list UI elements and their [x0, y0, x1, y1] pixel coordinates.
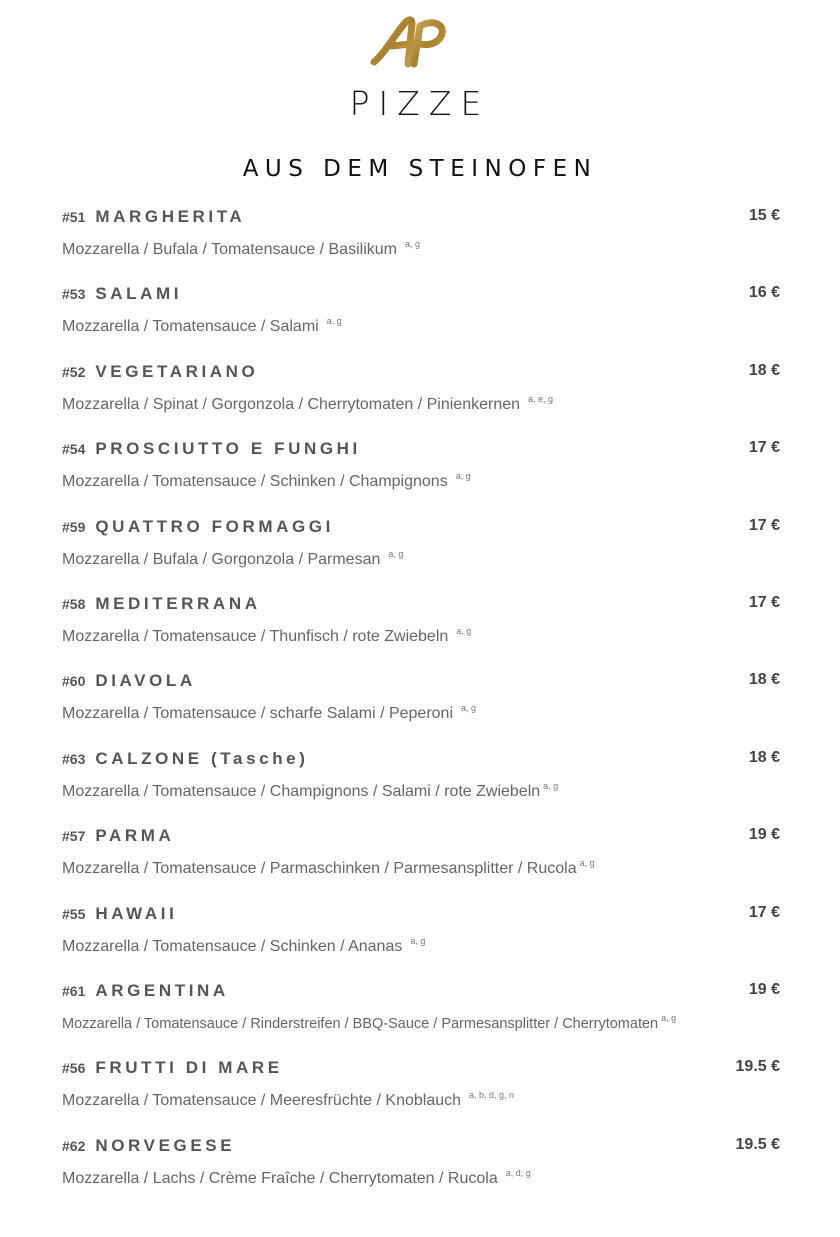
item-name: PROSCIUTTO E FUNGHI: [95, 439, 361, 459]
item-name: PARMA: [95, 826, 175, 846]
item-description: Mozzarella / Tomatensauce / Champignons / Salami / rote Zwiebeln: [62, 782, 541, 800]
item-price: 19 €: [748, 826, 780, 844]
item-allergens: a, g: [461, 703, 477, 714]
item-allergens: a, g: [410, 935, 426, 946]
item-number: #60: [62, 673, 86, 690]
item-allergens: a, g: [326, 316, 342, 327]
item-name: NORVEGESE: [95, 1135, 236, 1155]
item-allergens: a, g: [455, 471, 471, 482]
item-price: 18 €: [748, 671, 780, 689]
item-description: Mozzarella / Tomatensauce / scharfe Salami / Peperoni: [62, 705, 454, 723]
item-number: #57: [62, 828, 86, 845]
item-price: 19.5 €: [735, 1135, 780, 1153]
item-number: #54: [62, 441, 86, 458]
item-description: Mozzarella / Tomatensauce / Thunfisch / rote Zwiebeln: [62, 627, 449, 645]
section-subtitle: AUS DEM STEINOFEN: [242, 156, 598, 182]
item-price: 19.5 €: [735, 1058, 780, 1076]
menu-item: [0, 284, 840, 361]
item-number: #63: [62, 750, 86, 767]
item-price: 19 €: [748, 980, 780, 998]
item-allergens: a, g: [456, 625, 472, 636]
item-allergens: a, g: [388, 548, 404, 559]
menu-item: [0, 594, 840, 671]
menu-item: [0, 517, 840, 594]
item-description: Mozzarella / Lachs / Crème Fraîche / Cherrytomaten / Rucola: [62, 1169, 498, 1187]
item-allergens: a, g: [579, 858, 595, 869]
item-name: MEDITERRANA: [95, 593, 261, 613]
item-price: 17 €: [748, 516, 780, 534]
menu-item: [0, 904, 840, 981]
item-price: 16 €: [748, 284, 780, 302]
item-price: 17 €: [748, 903, 780, 921]
item-name: VEGETARIANO: [95, 361, 259, 381]
item-description: Mozzarella / Bufala / Gorgonzola / Parmesan: [62, 550, 381, 568]
item-allergens: a, b, d, g, n: [469, 1090, 515, 1101]
item-name: ARGENTINA: [95, 980, 229, 1000]
item-description: Mozzarella / Tomatensauce / Salami: [62, 318, 319, 336]
item-price: 17 €: [748, 593, 780, 611]
item-number: #53: [62, 286, 86, 303]
item-name: CALZONE (Tasche): [95, 748, 309, 768]
menu-item: [0, 362, 840, 439]
item-description: Mozzarella / Tomatensauce / Meeresfrüchte / Knoblauch: [62, 1092, 462, 1110]
item-description: Mozzarella / Tomatensauce / Schinken / Ananas: [62, 937, 403, 955]
menu-item: [0, 826, 840, 903]
item-price: 17 €: [748, 439, 780, 457]
item-description: Mozzarella / Tomatensauce / Parmaschinken / Parmesansplitter / Rucola: [62, 860, 577, 878]
item-number: #62: [62, 1137, 86, 1154]
item-allergens: a, g: [661, 1012, 677, 1023]
item-allergens: a, g: [404, 239, 420, 249]
menu-item: [0, 1136, 840, 1213]
item-allergens: a, g: [543, 780, 559, 791]
item-allergens: a, e, g: [528, 393, 554, 404]
item-description: Mozzarella / Spinat / Gorgonzola / Cherrytomaten / Pinienkernen: [62, 395, 521, 413]
item-price: 15 €: [748, 207, 780, 224]
menu-item: [0, 1058, 840, 1135]
item-allergens: a, d, g: [505, 1167, 531, 1178]
item-name: QUATTRO FORMAGGI: [95, 516, 334, 536]
item-number: #58: [62, 595, 86, 612]
item-description: Mozzarella / Tomatensauce / Schinken / Champignons: [62, 473, 448, 491]
menu-item: [0, 981, 840, 1058]
item-number: #56: [62, 1060, 86, 1077]
item-name: SALAMI: [95, 284, 183, 304]
menu-item: [0, 671, 840, 748]
item-name: HAWAII: [95, 903, 178, 923]
item-number: #52: [62, 363, 86, 380]
page-title: PIZZE: [349, 84, 491, 123]
item-description: Mozzarella / Bufala / Tomatensauce / Basilikum: [62, 241, 397, 258]
menu-list: [0, 207, 840, 1213]
menu-item: [0, 207, 840, 284]
item-name: DIAVOLA: [95, 671, 196, 691]
item-name: MARGHERITA: [95, 207, 246, 226]
item-number: #59: [62, 518, 86, 535]
menu-item: [0, 439, 840, 516]
item-name: FRUTTI DI MARE: [95, 1058, 283, 1078]
item-number: #61: [62, 982, 86, 999]
restaurant-logo-icon: [370, 14, 448, 70]
menu-item: [0, 749, 840, 826]
item-description: Mozzarella / Tomatensauce / Rinderstreifen / BBQ-Sauce / Parmesansplitter / Cherrytomaten: [62, 1015, 659, 1032]
item-price: 18 €: [748, 748, 780, 766]
item-number: #51: [62, 209, 86, 225]
item-price: 18 €: [748, 361, 780, 379]
item-number: #55: [62, 905, 86, 922]
